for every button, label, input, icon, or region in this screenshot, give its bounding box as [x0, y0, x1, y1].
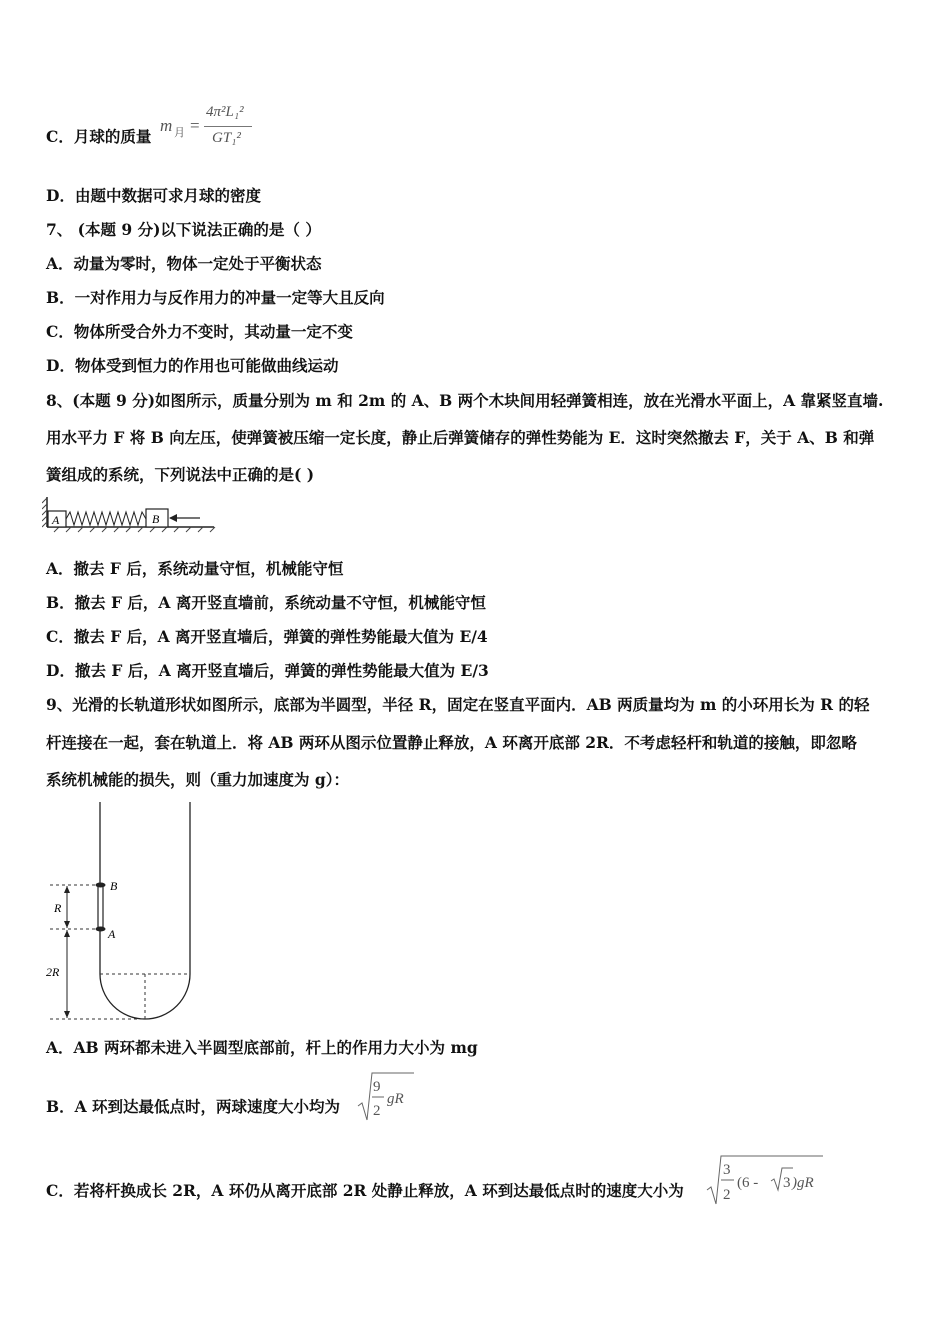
label-r: R [54, 901, 62, 915]
q8-stem-line1: 8、(本题 9 分)如图所示，质量分别为 m 和 2m 的 A、B 两个木块间用轻弹簧相连，放在光滑水平面上，A 靠紧竖直墙. [46, 391, 884, 410]
spring [66, 512, 146, 525]
force-arrow-head [169, 514, 177, 522]
ring-a [96, 927, 106, 932]
frac-den: 2 [723, 1187, 731, 1203]
sqrt-sign [358, 1073, 414, 1120]
q6-option-d: D．由题中数据可求月球的密度 [46, 186, 261, 205]
q8-stem-line2: 用水平力 F 将 B 向左压，使弹簧被压缩一定长度，静止后弹簧储存的弹性势能为 E．这时突然撤去 F，关于 A、B 和弹 [46, 428, 875, 447]
formula-lhs: m [160, 116, 173, 135]
q9-track-figure [40, 802, 210, 1027]
ring-b [96, 883, 106, 888]
q8-spring-figure [42, 495, 220, 535]
sqrt-den: 2 [373, 1103, 381, 1119]
q9-option-b-label: B．A 环到达最低点时，两球速度大小均为 [46, 1097, 341, 1116]
label-2r: 2R [46, 965, 60, 979]
frac-num: 3 [723, 1162, 731, 1178]
formula-eq: = [190, 116, 200, 135]
q7-option-d: D．物体受到恒力的作用也可能做曲线运动 [46, 356, 339, 375]
q7-option-c: C．物体所受合外力不变时，其动量一定不变 [46, 322, 353, 341]
q6-option-c-label: C．月球的质量 [46, 127, 152, 146]
q9-option-c-formula [705, 1152, 825, 1208]
q9-option-a: A．AB 两环都未进入半圆型底部前，杆上的作用力大小为 mg [46, 1038, 478, 1057]
q9-stem-line1: 9、光滑的长轨道形状如图所示，底部为半圆型，半径 R，固定在竖直平面内．AB 两质量均为 m 的小环用长为 R 的轻 [46, 695, 870, 714]
q8-option-a: A．撤去 F 后，系统动量守恒，机械能守恒 [46, 559, 344, 578]
formula-lhs-sub: 月 [174, 127, 185, 139]
formula-denominator: GT₁² [212, 130, 241, 146]
q7-option-b: B．一对作用力与反作用力的冲量一定等大且反向 [46, 288, 385, 307]
q8-stem-line3: 簧组成的系统，下列说法中正确的是( ) [46, 465, 315, 484]
sqrt-num: 9 [373, 1079, 381, 1095]
q9-stem-line2: 杆连接在一起，套在轨道上．将 AB 两环从图示位置静止释放，A 环离开底部 2R．不考虑轻杆和轨道的接触，即忽略 [46, 733, 857, 752]
q8-option-b: B．撤去 F 后，A 离开竖直墙前，系统动量不守恒，机械能守恒 [46, 593, 486, 612]
q7-stem: 7、 (本题 9 分)以下说法正确的是（ ） [46, 220, 321, 239]
block-a-label: A [52, 513, 60, 527]
q8-option-c: C．撤去 F 后，A 离开竖直墙后，弹簧的弹性势能最大值为 E/4 [46, 627, 488, 646]
dim-r-arrow-top [64, 886, 70, 893]
dim-2r-arrow-bottom [64, 1011, 70, 1018]
formula-numerator: 4π²L₁² [206, 104, 244, 120]
paren-close: )gR [792, 1175, 814, 1191]
paren-open: (6 - [737, 1175, 759, 1191]
q9-option-b [46, 1096, 340, 1118]
q9-option-b-formula [356, 1070, 416, 1124]
label-a: A [108, 927, 116, 941]
dim-r-arrow-bottom [64, 921, 70, 928]
q9-option-c [46, 1180, 684, 1202]
block-b-label: B [152, 512, 160, 526]
rod-ab [98, 885, 103, 929]
q8-option-d: D．撤去 F 后，A 离开竖直墙后，弹簧的弹性势能最大值为 E/3 [46, 661, 489, 680]
q9-stem-line3: 系统机械能的损失，则（重力加速度为 g）： [46, 770, 349, 789]
q7-option-a: A．动量为零时，物体一定处于平衡状态 [46, 254, 322, 273]
inner-root: 3 [783, 1175, 791, 1191]
q9-option-c-label: C．若将杆换成长 2R，A 环仍从离开底部 2R 处静止释放，A 环到达最低点时的速度大小为 [46, 1181, 684, 1200]
q6-option-c [46, 126, 151, 148]
label-b: B [110, 879, 118, 893]
formula-fraction-bar [204, 126, 252, 127]
sqrt-tail: gR [387, 1091, 404, 1107]
dim-2r-arrow-top [64, 930, 70, 937]
